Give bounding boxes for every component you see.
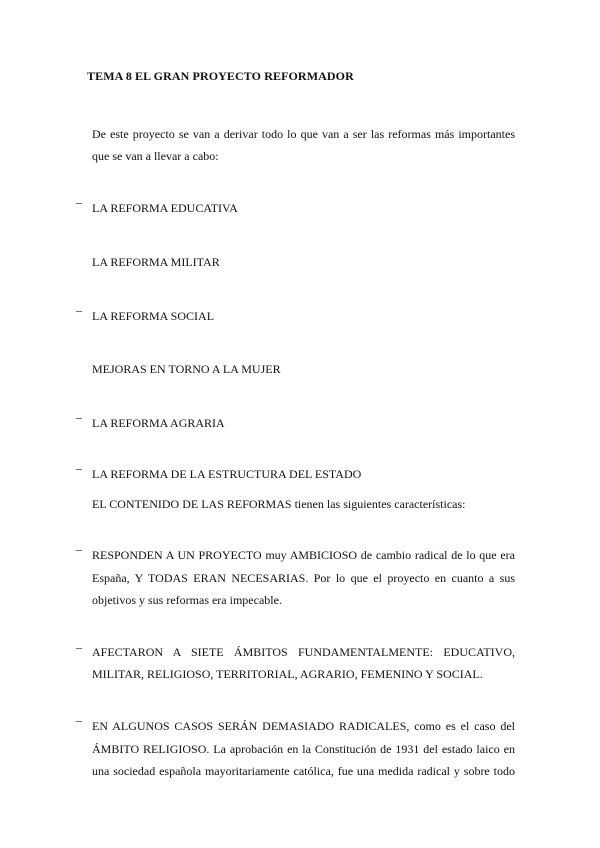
reform-item: MEJORAS EN TORNO A LA MUJER	[92, 362, 281, 376]
page-title: TEMA 8 EL GRAN PROYECTO REFORMADOR	[87, 69, 354, 83]
bullet-dash: –	[76, 410, 82, 424]
characteristic-line: una sociedad española mayoritariamente católica, fue una medida radical y sobre todo	[92, 764, 515, 778]
contenido-heading	[92, 497, 466, 512]
bullet-dash: –	[76, 303, 82, 317]
intro-line-1: De este proyecto se van a derivar todo lo que van a ser las reformas más importantes	[92, 127, 515, 141]
reform-item: LA REFORMA EDUCATIVA	[92, 201, 238, 215]
bullet-dash: –	[76, 713, 82, 727]
characteristic-line: España, Y TODAS ERAN NECESARIAS. Por lo que el proyecto en cuanto a sus	[92, 571, 515, 585]
bullet-dash: –	[76, 542, 82, 556]
characteristic-line: objetivos y sus reformas era impecable.	[92, 593, 282, 607]
bullet-dash: –	[76, 640, 82, 654]
characteristic-line: MILITAR, RELIGIOSO, TERRITORIAL, AGRARIO, FEMENINO Y SOCIAL.	[92, 667, 483, 681]
bullet-dash: –	[76, 195, 82, 209]
characteristic-line: AFECTARON A SIETE ÁMBITOS FUNDAMENTALMENTE: EDUCATIVO,	[92, 645, 515, 659]
reform-item: LA REFORMA MILITAR	[92, 255, 220, 269]
contenido-emphasis: EL CONTENIDO DE LAS REFORMAS	[92, 497, 292, 511]
reform-item: LA REFORMA AGRARIA	[92, 416, 225, 430]
intro-line-2: que se van a llevar a cabo:	[92, 149, 219, 163]
characteristic-line: ÁMBITO RELIGIOSO. La aprobación en la Constitución de 1931 del estado laico en	[92, 742, 515, 756]
characteristic-line: RESPONDEN A UN PROYECTO muy AMBICIOSO de cambio radical de lo que era	[92, 548, 515, 562]
bullet-dash: –	[76, 461, 82, 475]
contenido-rest: tienen las siguientes características:	[291, 497, 466, 511]
reform-item: LA REFORMA SOCIAL	[92, 309, 215, 323]
characteristic-line: EN ALGUNOS CASOS SERÁN DEMASIADO RADICALES, como es el caso del	[92, 719, 515, 733]
reform-item: LA REFORMA DE LA ESTRUCTURA DEL ESTADO	[92, 467, 362, 481]
